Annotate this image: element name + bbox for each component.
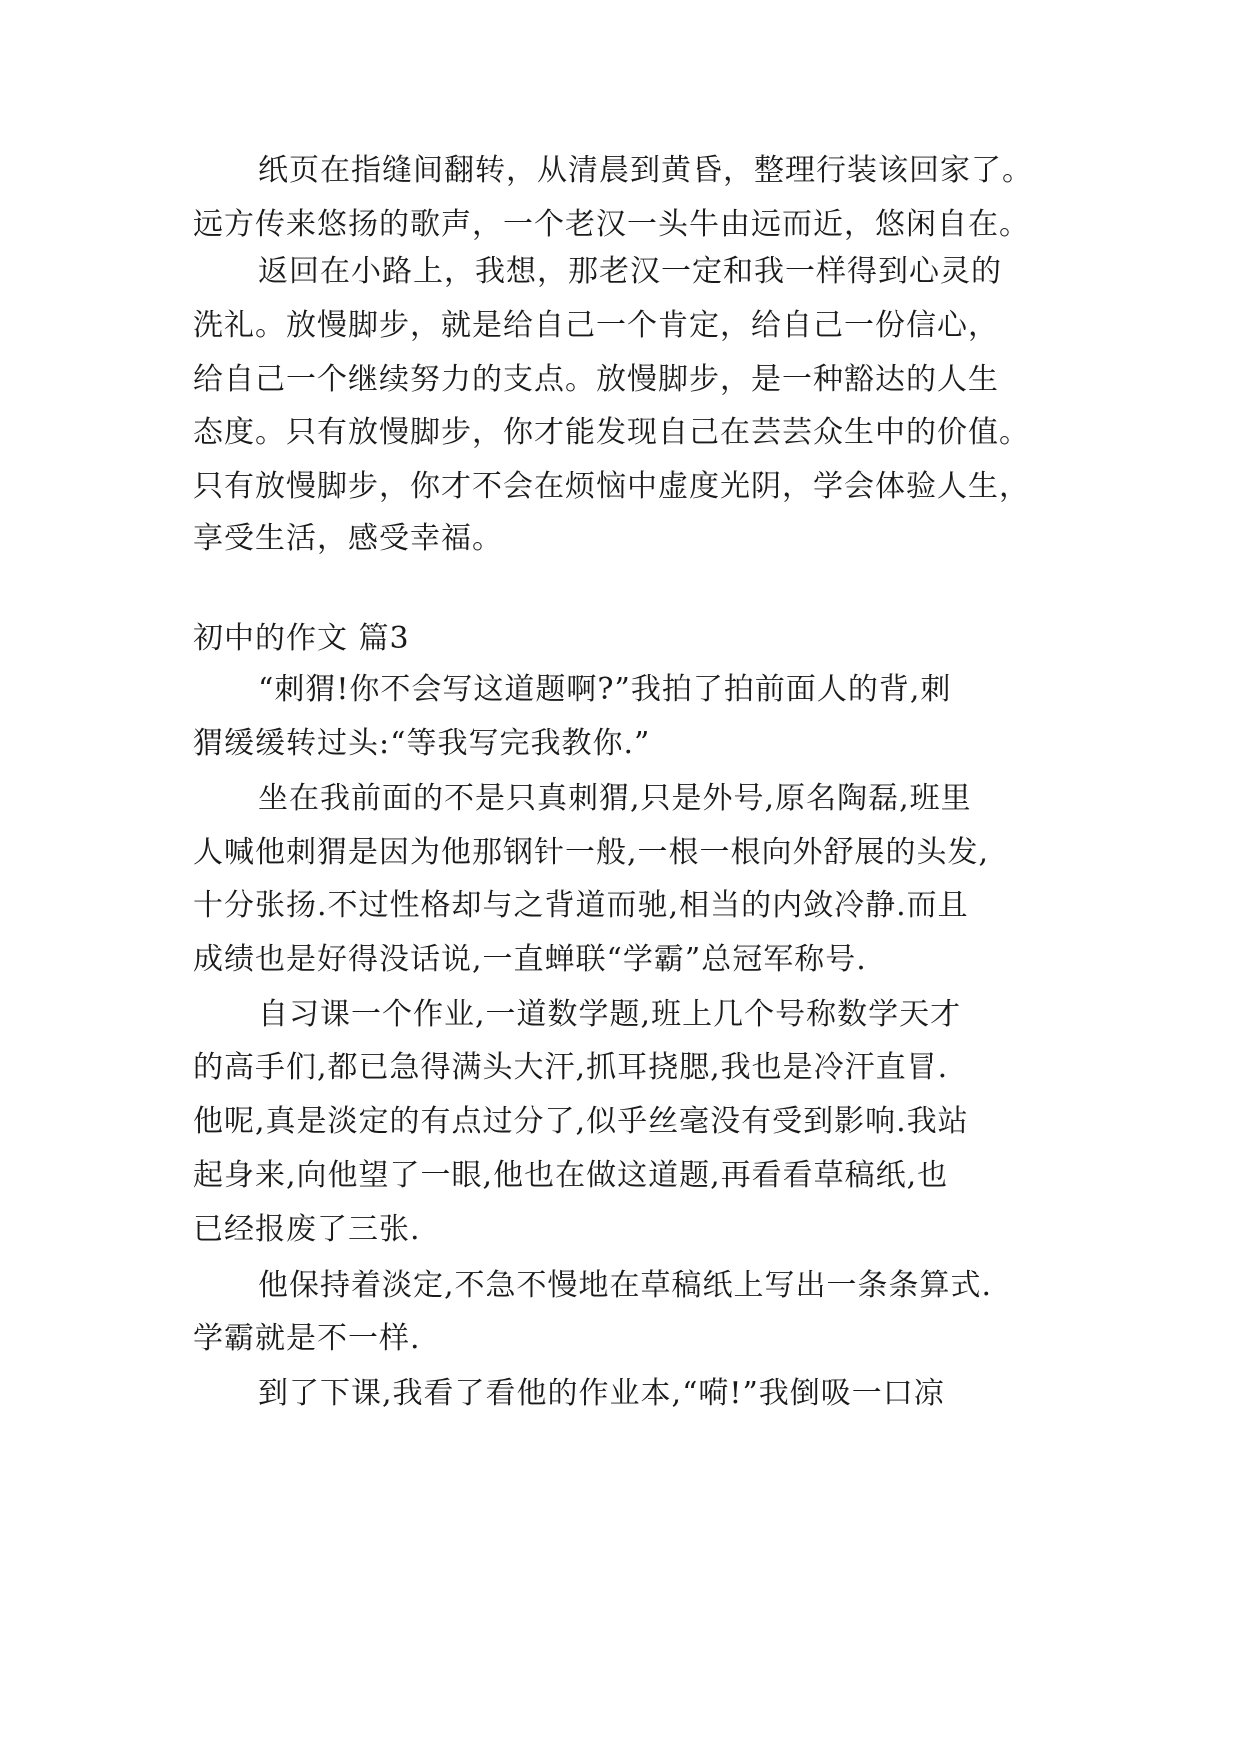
text-line: 只有放慢脚步，你才不会在烦恼中虚度光阴，学会体验人生， — [193, 469, 1030, 504]
text-line: 人喊他刺猬是因为他那钢针一般,一根一根向外舒展的头发, — [193, 835, 990, 870]
text-line: 自习课一个作业,一道数学题,班上几个号称数学天才 — [258, 997, 962, 1032]
text-line: 他保持着淡定,不急不慢地在草稿纸上写出一条条算式. — [258, 1268, 993, 1303]
text-line: 他呢,真是淡定的有点过分了,似乎丝毫没有受到影响.我站 — [193, 1104, 969, 1139]
text-line: 给自己一个继续努力的支点。放慢脚步，是一种豁达的人生 — [193, 362, 999, 397]
text-line: 坐在我前面的不是只真刺猬,只是外号,原名陶磊,班里 — [258, 781, 972, 816]
text-line: 返回在小路上，我想，那老汉一定和我一样得到心灵的 — [258, 254, 1002, 289]
text-line: 享受生活，感受幸福。 — [193, 521, 503, 556]
text-line: 学霸就是不一样. — [193, 1321, 421, 1356]
text-line: 的高手们,都已急得满头大汗,抓耳挠腮,我也是冷汗直冒. — [193, 1050, 949, 1085]
section-heading: 初中的作文 篇3 — [193, 621, 410, 656]
text-line: 远方传来悠扬的歌声，一个老汉一头牛由远而近，悠闲自在。 — [193, 207, 1030, 242]
text-line: 十分张扬.不过性格却与之背道而驰,相当的内敛冷静.而且 — [193, 888, 969, 923]
text-line: 起身来,向他望了一眼,他也在做这道题,再看看草稿纸,也 — [193, 1158, 949, 1193]
text-line: 到了下课,我看了看他的作业本,“嗬!”我倒吸一口凉 — [258, 1376, 945, 1411]
text-line: 洗礼。放慢脚步，就是给自己一个肯定，给自己一份信心， — [193, 308, 999, 343]
text-line: “刺猬!你不会写这道题啊?”我拍了拍前面人的背,刺 — [258, 672, 952, 707]
text-line: 猬缓缓转过头:“等我写完我教你.” — [193, 726, 651, 761]
text-line: 成绩也是好得没话说,一直蝉联“学霸”总冠军称号. — [193, 942, 867, 977]
text-line: 态度。只有放慢脚步，你才能发现自己在芸芸众生中的价值。 — [193, 415, 1030, 450]
text-line: 纸页在指缝间翻转，从清晨到黄昏，整理行装该回家了。 — [258, 153, 1033, 188]
text-line: 已经报废了三张. — [193, 1212, 421, 1247]
